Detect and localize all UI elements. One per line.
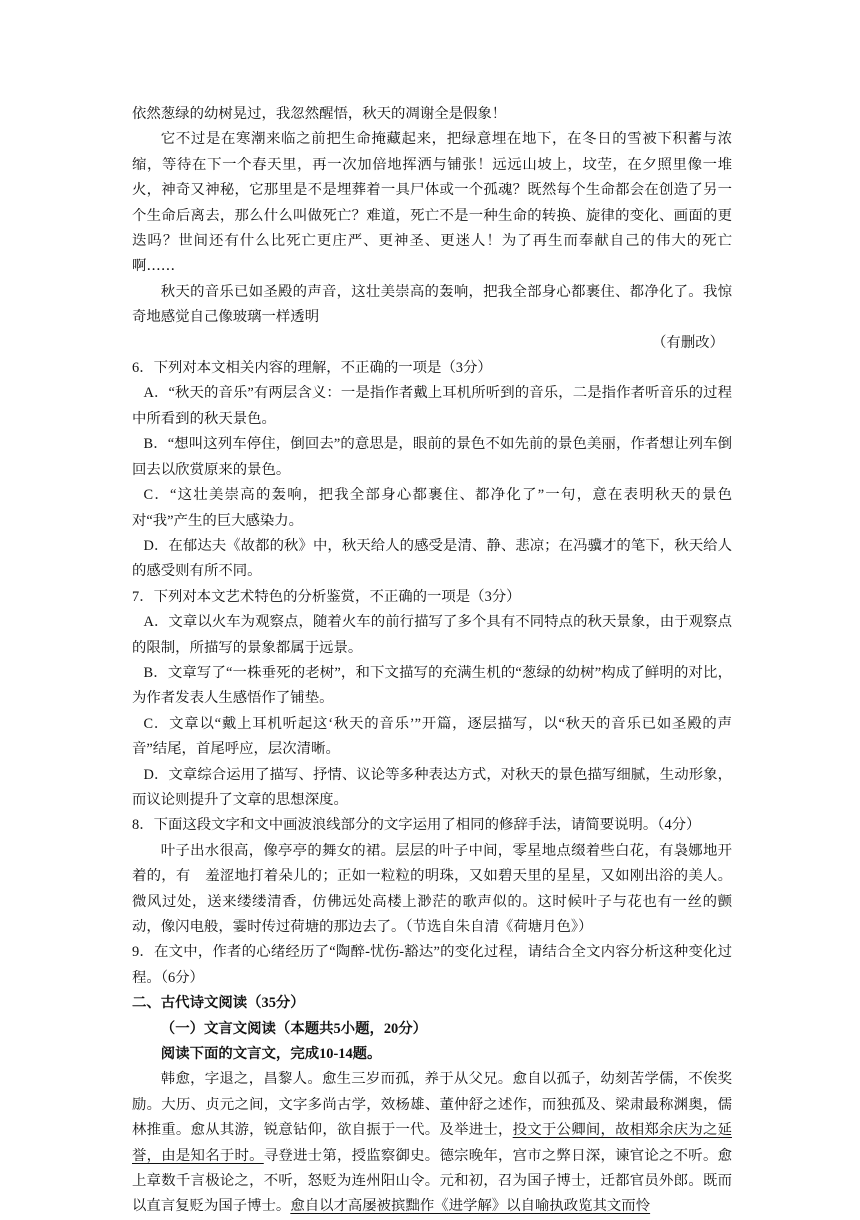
passage-paragraph-3: 秋天的音乐已如圣殿的声音，这壮美崇高的轰响，把我全部身心都裹住、都净化了。我惊奇地感觉自己像玻璃一样透明 [132,283,732,326]
question-6-option-c: C．“这壮美崇高的轰响，把我全部身心都裹住、都净化了”一句，意在表明秋天的景色对“我”产生的巨大感染力。 [132,487,732,529]
classical-text [132,1067,732,1219]
question-6-option-a: A．“秋天的音乐”有两层含义：一是指作者戴上耳机所听到的音乐，二是指作者听音乐的过程中所看到的秋天景色。 [132,385,732,427]
question-9-stem: 9．在文中，作者的心绪经历了“陶醉-忧伤-豁达”的变化过程，请结合全文内容分析这种变化过程。（6分） [132,944,732,986]
section-2-subtitle: （一）文言文阅读（本题共5小题，20分） [160,1020,428,1037]
passage-paragraph-1: 依然葱绿的幼树晃过，我忽然醒悟，秋天的凋谢全是假象！ [132,106,507,122]
question-7-option-d: D．文章综合运用了描写、抒情、议论等多种表达方式，对秋天的景色描写细腻，生动形象，而议论则提升了文章的思想深度。 [132,766,732,808]
classical-text-part-2: 寻登进士第，授监察御史。德宗晚年，宫市之弊日深，谏官论之不听。愈上章数千言极论之，不听，怒贬为连州阳山令。元和初，召为国子博士，迁都官员外郎。既而以直言复贬为国子博士。 [132,1147,732,1215]
page-content [132,102,732,1220]
underlined-sentence-2: 愈自以才高屡被摈黜作《进学解》以自喻执政览其文而怜 [290,1198,651,1215]
classical-text-part-1: 韩愈，字退之，昌黎人。愈生三岁而孤，养于从父兄。愈自以孤子，幼刻苦学儒，不俟奖励。大历、贞元之间，文字多尚古学，效杨雄、董仲舒之述作，而独孤及、梁肃最称渊奥，儒林推重。愈从其游，锐意钻仰，欲自振于一代。及举进士， [132,1071,732,1139]
question-6-option-b: B．“想叫这列车停住，倒回去”的意思是，眼前的景色不如先前的景色美丽，作者想让列车倒回去以欣赏原来的景色。 [132,436,732,478]
revision-note: （有删改） [652,334,724,351]
question-6-option-d: D．在郁达夫《故都的秋》中，秋天给人的感受是清、静、悲凉；在冯骥才的笔下，秋天给人的感受则有所不同。 [132,537,732,580]
passage-paragraph-2: 它不过是在寒潮来临之前把生命掩藏起来，把绿意埋在地下，在冬日的雪被下积蓄与浓缩，等待在下一个春天里，再一次加倍地挥洒与铺张！远远山坡上，坟茔，在夕照里像一堆火，神奇又神秘，它那里是不是埋葬着一具尸体或一个孤魂？既然每个生命都会在创造了另一个生命后离去，那么什么叫做死亡？难道，死亡不是一种生命的转换、旋律的变化、画面的更迭吗？世间还有什么比死亡更庄严、更神圣、更迷人！为了再生而奉献自己的伟大的死亡啊…… [132,131,732,275]
question-7-stem: 7．下列对本文艺术特色的分析鉴赏，不正确的一项是（3分） [132,588,521,605]
question-6-stem: 6．下列对本文相关内容的理解，不正确的一项是（3分） [132,360,492,377]
section-2-title: 二、古代诗文阅读（35分） [132,995,305,1012]
question-7-option-c: C．文章以“戴上耳机听起这‘秋天的音乐’”开篇，逐层描写，以“秋天的音乐已如圣殿的声音”结尾，首尾呼应，层次清晰。 [132,715,732,758]
section-2-instruction: 阅读下面的文言文，完成10-14题。 [160,1046,382,1063]
question-8-quote: 叶子出水很高，像亭亭的舞女的裙。层层的叶子中间，零星地点缀着些白花，有袅娜地开着的，有 羞涩地打着朵儿的；正如一粒粒的明珠，又如碧天里的星星，又如刚出浴的美人。微风过处，送来缕缕清香，仿佛远处高楼上渺茫的歌声似的。这时候叶子与花也有一丝的颤动，像闪电般，霎时传过荷塘的那边去了。（节选自朱自清《荷塘月色》） [132,842,732,935]
question-8-stem: 8．下面这段文字和文中画波浪线部分的文字运用了相同的修辞手法，请简要说明。（4分） [132,817,701,834]
underlined-sentence-1: 投文于公卿间，故相郑余庆为之延誉，由是知名于时。 [132,1122,732,1164]
question-7-option-b: B．文章写了“一株垂死的老树”，和下文描写的充满生机的“葱绿的幼树”构成了鲜明的对比，为作者发表人生感悟作了铺垫。 [132,664,732,707]
question-7-option-a: A．文章以火车为观察点，随着火车的前行描写了多个具有不同特点的秋天景象，由于观察点的限制，所描写的景象都属于远景。 [132,614,732,656]
